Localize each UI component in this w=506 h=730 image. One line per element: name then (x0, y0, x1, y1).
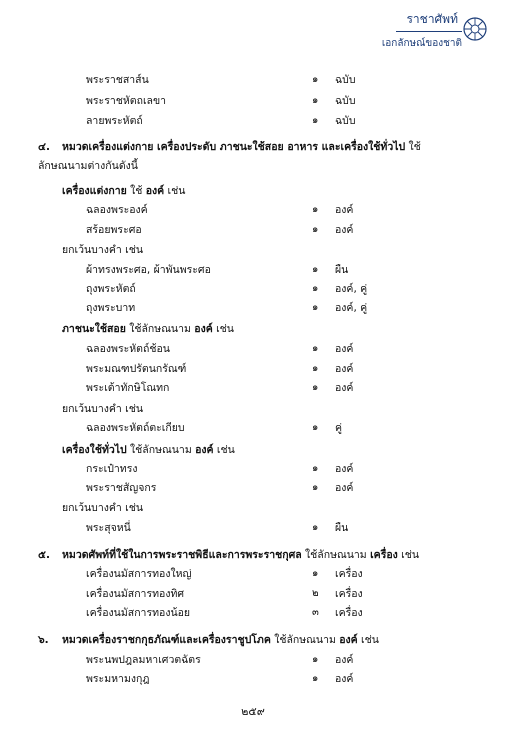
item-label: ฉลองพระหัตถ์ตะเกียบ (86, 422, 185, 434)
item-unit: องค์ (335, 204, 354, 216)
subheading-bold: เครื่องใช้ทั่วไป (62, 444, 127, 456)
item-unit: องค์ (335, 363, 354, 375)
section-number: ๕. (38, 549, 50, 561)
section-text: ใช้ลักษณนาม (270, 634, 340, 646)
section-number: ๔. (38, 141, 50, 153)
item-number: ๑ (312, 283, 319, 294)
item-label: ฉลองพระองค์ (86, 204, 148, 216)
section-text: เช่น (357, 634, 379, 646)
classifier-bold: องค์ (339, 634, 358, 646)
subheading-text: เช่น (164, 185, 186, 197)
item-label: เครื่องนมัสการทองน้อย (86, 607, 191, 619)
item-label: ฉลองพระหัตถ์ช้อน (86, 343, 170, 355)
subheading-text: ใช้ลักษณนาม (126, 444, 196, 456)
item-number: ๑ (312, 363, 319, 374)
exception-text: ยกเว้นบางคำ เช่น (62, 502, 144, 514)
header-title: ราชาศัพท์ (406, 12, 458, 26)
section-text: ใช้ลักษณนาม (301, 549, 371, 561)
item-unit: ฉบับ (335, 115, 356, 127)
item-label: สร้อยพระศอ (86, 224, 142, 236)
section-number: ๖. (38, 634, 49, 646)
item-number: ๑ (312, 224, 319, 235)
item-number: ๑ (312, 95, 319, 106)
item-label: ถุงพระหัตถ์ (86, 283, 136, 295)
item-unit: องค์ (335, 224, 354, 236)
item-number: ๑ (312, 422, 319, 433)
item-label: เครื่องนมัสการทองทิศ (86, 588, 185, 600)
item-label: พระนพปฎลมหาเศวตฉัตร (86, 654, 201, 666)
item-label: พระราชสาส์น (86, 74, 149, 86)
item-number: ๑ (312, 302, 319, 313)
item-number: ๑ (312, 482, 319, 493)
item-unit: ฉบับ (335, 74, 356, 86)
item-number: ๑ (312, 673, 319, 684)
item-number: ๑ (312, 74, 319, 85)
subheading-text: ใช้ลักษณนาม (125, 323, 195, 335)
item-number: ๑ (312, 522, 319, 533)
item-unit: คู่ (335, 422, 343, 434)
item-number: ๑ (312, 343, 319, 354)
item-number: ๑ (312, 382, 319, 393)
item-unit: เครื่อง (335, 588, 363, 600)
section-title: หมวดเครื่องราชกกุธภัณฑ์และเครื่องราชูปโภค (62, 634, 271, 646)
exception-text: ยกเว้นบางคำ เช่น (62, 244, 144, 256)
item-unit: องค์ (335, 673, 354, 685)
item-number: ๑ (312, 463, 319, 474)
subheading-text: เช่น (213, 444, 235, 456)
item-number: ๑ (312, 654, 319, 665)
item-unit: องค์ (335, 382, 354, 394)
item-label: กระเป๋าทรง (86, 463, 138, 475)
item-unit: องค์, คู่ (335, 283, 368, 295)
classifier-bold: เครื่อง (370, 549, 398, 561)
item-label: เครื่องนมัสการทองใหญ่ (86, 568, 192, 580)
item-unit: ฉบับ (335, 95, 356, 107)
item-number: ๑ (312, 264, 319, 275)
item-unit: องค์ (335, 343, 354, 355)
section-text: เช่น (397, 549, 419, 561)
header-divider (396, 31, 462, 32)
item-unit: ผืน (335, 264, 349, 276)
subheading-text: เช่น (212, 323, 234, 335)
section-title-tail: ใช้ (408, 141, 421, 153)
item-unit: เครื่อง (335, 607, 363, 619)
item-label: ผ้าทรงพระศอ, ผ้าพันพระศอ (86, 264, 211, 276)
item-label: ถุงพระบาท (86, 302, 136, 314)
subheading-bold: เครื่องแต่งกาย (62, 185, 127, 197)
classifier-bold: องค์ (145, 185, 165, 197)
classifier-bold: องค์ (194, 323, 213, 335)
royal-emblem-icon (462, 16, 488, 42)
subheading-bold: ภาชนะใช้สอย (62, 323, 126, 335)
exception-text: ยกเว้นบางคำ เช่น (62, 403, 144, 415)
item-label: พระราชสัญจกร (86, 482, 157, 494)
item-label: ลายพระหัตถ์ (86, 115, 143, 127)
item-unit: องค์ (335, 463, 354, 475)
item-number: ๑ (312, 115, 319, 126)
page-header (378, 10, 488, 58)
section-title: หมวดเครื่องแต่งกาย เครื่องประดับ ภาชนะใช้สอย อาหาร และเครื่องใช้ทั่วไป (62, 141, 406, 153)
item-label: พระเต้าทักษิโณทก (86, 382, 170, 394)
item-number: ๑ (312, 568, 319, 579)
item-label: พระราชหัตถเลขา (86, 95, 167, 107)
section-title: หมวดศัพท์ที่ใช้ในการพระราชพิธีและการพระราชกุศล (62, 549, 302, 561)
item-number: ๑ (312, 204, 319, 215)
item-unit: องค์ (335, 654, 354, 666)
item-unit: องค์, คู่ (335, 302, 368, 314)
item-label: พระสุจหนี่ (86, 522, 131, 534)
page-number: ๒๕๙ (241, 705, 265, 718)
item-label: พระมหามงกุฎ (86, 673, 150, 685)
item-unit: องค์ (335, 482, 354, 494)
item-number: ๒ (312, 588, 319, 599)
item-unit: เครื่อง (335, 568, 363, 580)
item-number: ๓ (312, 607, 319, 618)
classifier-bold: องค์ (195, 444, 214, 456)
section-continuation: ลักษณนามต่างกันดังนี้ (38, 160, 138, 172)
item-label: พระมณฑปรัตนกรัณฑ์ (86, 363, 187, 375)
header-subtitle: เอกลักษณ์ของชาติ (381, 38, 462, 49)
subheading-text: ใช้ (126, 185, 146, 197)
item-unit: ผืน (335, 522, 349, 534)
